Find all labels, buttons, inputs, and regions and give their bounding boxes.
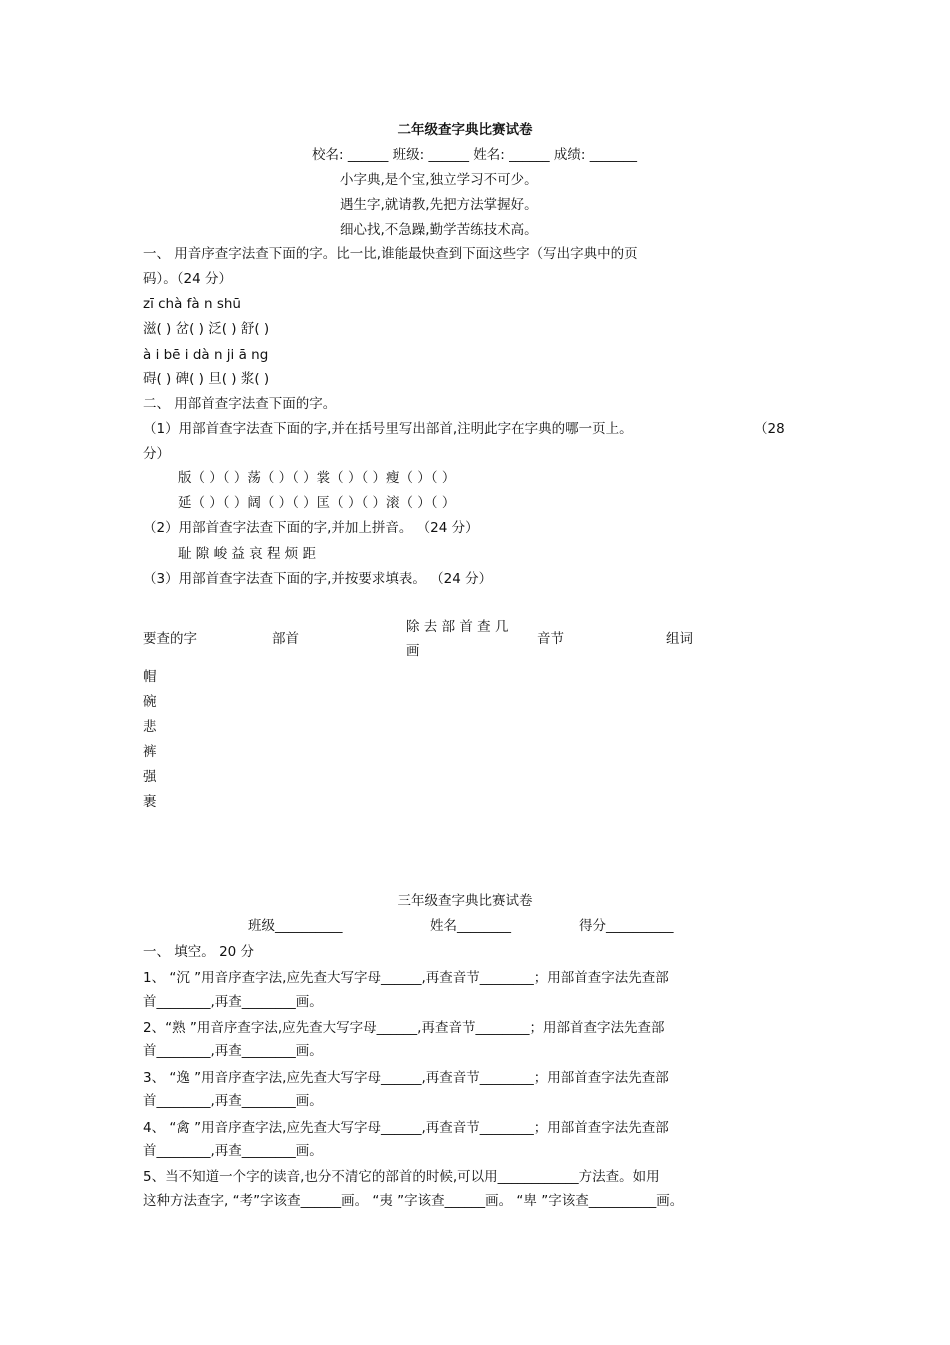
exam2-section1: 一、 填空。 20 分 (143, 944, 255, 960)
table-row-char: 强 (143, 769, 157, 785)
exam2-q4-line2: 首________,再查________画。 (143, 1143, 323, 1159)
exam1-verse-1: 小字典,是个宝,独立学习不可少。 (340, 172, 538, 188)
q1-chars-row2: 碍( ) 碑( ) 旦( ) 浆( ) (143, 371, 270, 387)
table-header-strokes-line1: 除 去 部 首 查 几 (406, 619, 509, 635)
exam2-q3-line1: 3、 “逸 ”用音序查字法,应先查大写字母______,再查音节________；用部首查字法先查部 (143, 1070, 669, 1086)
table-row-char: 裹 (143, 794, 157, 810)
exam2-class-field: 班级__________ (248, 918, 343, 934)
table-header-char: 要查的字 (143, 631, 197, 647)
exam2-q1-line2: 首________,再查________画。 (143, 994, 323, 1010)
q2-sub3-title: （3）用部首查字法查下面的字,并按要求填表。 （24 分） (143, 571, 493, 587)
q1-pinyin-row2: à i bē i dà n ji ā ng (143, 347, 269, 363)
q2-sub1-row1: 版（ ）（ ）荡（ ）（ ）裳（ ）（ ）瘦（ ）（ ） (178, 470, 456, 486)
exam2-q5-line2: 这种方法查字, “考”字该查______画。 “夷 ”字该查______画。 “卑 ”字该查__________画。 (143, 1193, 684, 1209)
exam1-info-line: 校名: ______ 班级: ______ 姓名: ______ 成绩: _______ (312, 147, 637, 163)
exam2-q1-line1: 1、 “沉 ”用音序查字法,应先查大写字母______,再查音节________；用部首查字法先查部 (143, 970, 669, 986)
exam2-name-field: 姓名________ (430, 918, 511, 934)
q1-pinyin-row1: zī chà fà n shū (143, 296, 241, 312)
table-row-char: 悲 (143, 719, 157, 735)
table-row-char: 帽 (143, 669, 157, 685)
exam2-q2-line2: 首________,再查________画。 (143, 1043, 323, 1059)
q1-text-line1: 一、 用音序查字法查下面的字。比一比,谁能最快查到下面这些字（写出字典中的页 (143, 246, 638, 262)
q2-sub1-score: （28 (754, 421, 785, 437)
exam1-verse-3: 细心找,不急躁,勤学苦练技术高。 (340, 222, 538, 238)
table-row-char: 碗 (143, 694, 157, 710)
table-header-strokes-line2: 画 (406, 643, 420, 659)
exam1-verse-2: 遇生字,就请教,先把方法掌握好。 (340, 197, 538, 213)
table-row-char: 裤 (143, 744, 157, 760)
q2-sub1-row2: 延（ ）（ ）阔（ ）（ ）匡（ ）（ ）滚（ ）（ ） (178, 495, 456, 511)
exam2-title: 三年级查字典比赛试卷 (397, 893, 533, 909)
exam2-q4-line1: 4、 “禽 ”用音序查字法,应先查大写字母______,再查音节________；用部首查字法先查部 (143, 1120, 669, 1136)
q2-sub1-line1: （1）用部首查字法查下面的字,并在括号里写出部首,注明此字在字典的哪一页上。 (143, 421, 633, 437)
table-header-radical: 部首 (272, 631, 299, 647)
table-header-words: 组词 (666, 631, 693, 647)
q2-sub2-title: （2）用部首查字法查下面的字,并加上拼音。 （24 分） (143, 520, 479, 536)
exam2-q5-line1: 5、当不知道一个字的读音,也分不清它的部首的时候,可以用____________方法查。如用 (143, 1169, 660, 1185)
exam1-title: 二年级查字典比赛试卷 (397, 122, 533, 138)
q1-chars-row1: 滋( ) 岔( ) 泛( ) 舒( ) (143, 321, 270, 337)
exam2-q2-line1: 2、“熟 ”用音序查字法,应先查大写字母______,再查音节________；用部首查字法先查部 (143, 1020, 665, 1036)
q2-title: 二、 用部首查字法查下面的字。 (143, 396, 337, 412)
exam2-q3-line2: 首________,再查________画。 (143, 1093, 323, 1109)
q2-sub2-chars: 耻 隙 峻 益 哀 程 烦 距 (178, 546, 317, 562)
q2-sub1-line2: 分） (143, 446, 170, 462)
exam2-score-field: 得分__________ (579, 918, 674, 934)
q1-text-line2: 码）。（24 分） (143, 271, 232, 287)
table-header-syllable: 音节 (537, 631, 564, 647)
